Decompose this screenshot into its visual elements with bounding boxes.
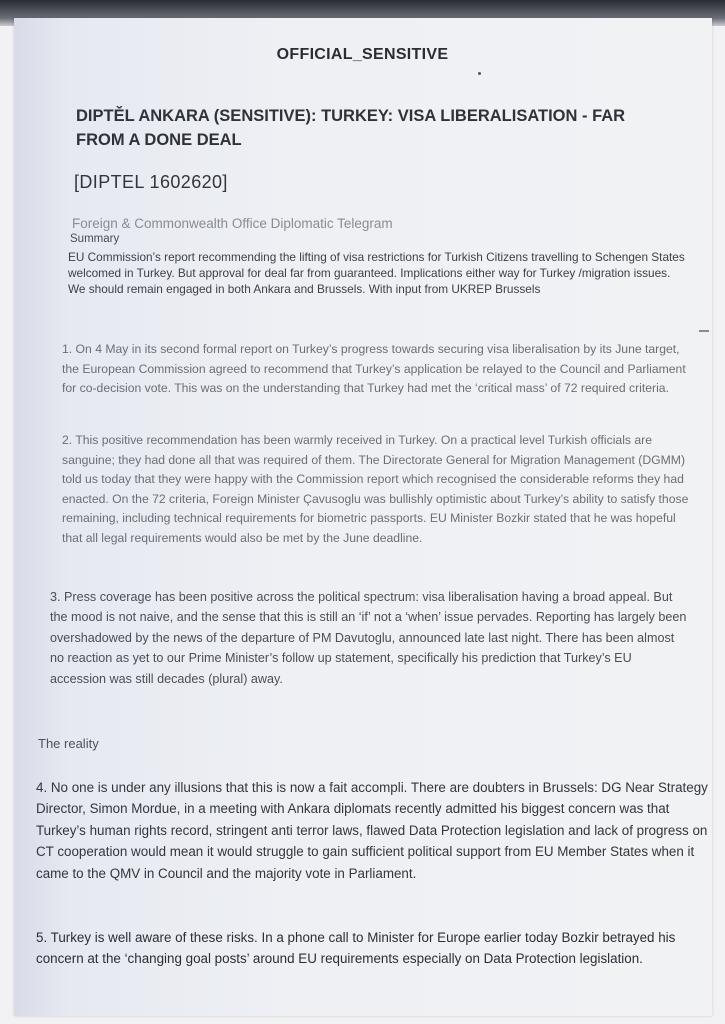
summary-heading: Summary bbox=[70, 233, 120, 245]
paragraph-4: 4. No one is under any illusions that this is now a fait accompli. There are doubters in Brussels: DG Near Strategy Director, Simon Mordue, in a meeting with Ankara diplomats recently admitted his biggest concern was that Turkey’s human rights record, stringent anti terror laws, flawed Data Protection legislation and lack of progress on CT cooperation would mean it would struggle to gain sufficient political support from EU Member States when it came to the QMV in Council and the majority vote in Parliament. bbox=[36, 780, 708, 881]
paragraph-3: 3. Press coverage has been positive across the political spectrum: visa liberalisation having a broad appeal. But the mood is not naive, and the sense that this is still an ‘if’ not a ‘when’ issue pervades. Reporting has largely been overshadowed by the news of the departure of PM Davutoglu, announced late last night. There has been almost no reaction as yet to our Prime Minister’s follow up statement, specifically his prediction that Turkey’s EU accession was still decades (plural) away. bbox=[50, 590, 687, 686]
section-heading-reality: The reality bbox=[38, 736, 99, 751]
summary-text: EU Commission’s report recommending the lifting of visa restrictions for Turkish Citizens travelling to Schengen States welcomed in Turkey. But approval for deal far from guaranteed. Implications either way for Turkey /migration issues. We should remain engaged in both Ankara and Brussels. With input from UKREP Brussels bbox=[68, 250, 685, 297]
telegram-title: DIPTĚL ANKARA (SENSITIVE): TURKEY: VISA LIBERALISATION - FAR FROM A DONE DEAL bbox=[76, 107, 626, 149]
telegram-reference: [DIPTEL 1602620] bbox=[74, 172, 228, 192]
paragraph-5: 5. Turkey is well aware of these risks. In a phone call to Minister for Europe earlier today Bozkir betrayed his concern at the ‘changing goal posts’ around EU requirements especially on Data Protection legislation. bbox=[36, 930, 676, 966]
telegram-source: Foreign & Commonwealth Office Diplomatic Telegram bbox=[72, 216, 393, 231]
classification-marking: OFFICIAL_SENSITIVE bbox=[276, 46, 449, 63]
paragraph-2: 2. This positive recommendation has been warmly received in Turkey. On a practical level Turkish officials are sanguine; they had done all that was required of them. The Directorate General for Migration Management (DGMM) told us today that they were happy with the Commission report which recognised the considerable reforms they had enacted. On the 72 criteria, Foreign Minister Çavusoglu was bullishly optimistic about Turkey’s ability to satisfy those remaining, including technical requirements for biometric passports. EU Minister Bozkir stated that he was hopeful that all legal requirements would also be met by the June deadline. bbox=[62, 433, 689, 545]
paragraph-1: 1. On 4 May in its second formal report on Turkey’s progress towards securing visa liberalisation by its June target, the European Commission agreed to recommend that Turkey’s application be relayed to the Council and Parliament for co-decision vote. This was on the understanding that Turkey had met the ‘critical mass’ of 72 required criteria. bbox=[62, 342, 686, 396]
margin-mark bbox=[699, 330, 709, 332]
scan-speck bbox=[478, 72, 481, 75]
